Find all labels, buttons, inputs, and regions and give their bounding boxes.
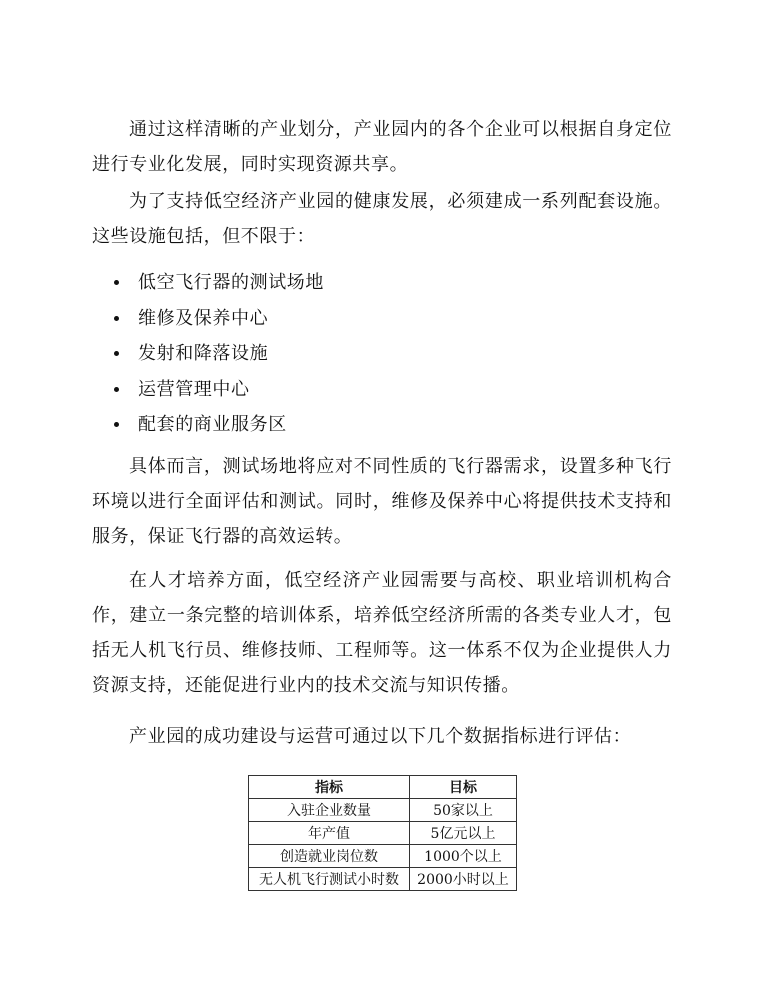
metric-cell: 无人机飞行测试小时数 <box>249 868 410 891</box>
target-cell: 5亿元以上 <box>410 822 517 845</box>
table-row <box>249 868 517 891</box>
paragraph-supporting-facilities: 为了支持低空经济产业园的健康发展，必须建成一系列配套设施。这些设施包括，但不限于： <box>92 191 672 247</box>
list-item <box>110 301 324 337</box>
bullet-icon <box>114 280 119 285</box>
list-item-text: 运营管理中心 <box>138 378 250 400</box>
paragraph-evaluation-intro: 产业园的成功建设与运营可通过以下几个数据指标进行评估： <box>129 726 632 747</box>
bullet-icon <box>114 387 119 392</box>
list-item-text: 配套的商业服务区 <box>138 414 287 435</box>
paragraph-talent-training: 在人才培养方面，低空经济产业园需要与高校、职业培训机构合作，建立一条完整的培训体系，培养低空经济所需的各类专业人才，包括无人机飞行员、维修技师、工程师等。这一体系不仅为企业提供人力资源支持，还能促进行业内的技术交流与知识传播。 <box>92 570 672 696</box>
list-item-text: 低空飞行器的测试场地 <box>138 272 324 293</box>
facilities-list <box>110 265 324 443</box>
column-header-metric: 指标 <box>249 776 410 799</box>
list-item <box>110 265 324 301</box>
list-item-text: 发射和降落设施 <box>138 343 269 364</box>
metric-cell: 年产值 <box>249 822 410 845</box>
list-item <box>110 372 324 408</box>
list-item <box>110 336 324 372</box>
bullet-icon <box>114 422 119 427</box>
paragraph-test-site-details: 具体而言，测试场地将应对不同性质的飞行器需求，设置多种飞行环境以进行全面评估和测试。同时，维修及保养中心将提供技术支持和服务，保证飞行器的高效运转。 <box>92 456 672 547</box>
target-cell: 2000小时以上 <box>410 868 517 891</box>
target-cell: 1000个以上 <box>410 845 517 868</box>
metric-cell: 创造就业岗位数 <box>249 845 410 868</box>
list-item-text: 维修及保养中心 <box>138 307 269 329</box>
metric-cell: 入驻企业数量 <box>249 799 410 822</box>
column-header-target: 目标 <box>410 776 517 799</box>
bullet-icon <box>114 316 119 321</box>
table-header-row <box>249 776 517 799</box>
list-item <box>110 407 324 443</box>
metrics-table <box>248 775 517 891</box>
bullet-icon <box>114 351 119 356</box>
target-cell: 50家以上 <box>410 799 517 822</box>
table-row <box>249 845 517 868</box>
paragraph-industry-division: 通过这样清晰的产业划分，产业园内的各个企业可以根据自身定位进行专业化发展，同时实现资源共享。 <box>92 119 672 175</box>
table-row <box>249 822 517 845</box>
table-row <box>249 799 517 822</box>
